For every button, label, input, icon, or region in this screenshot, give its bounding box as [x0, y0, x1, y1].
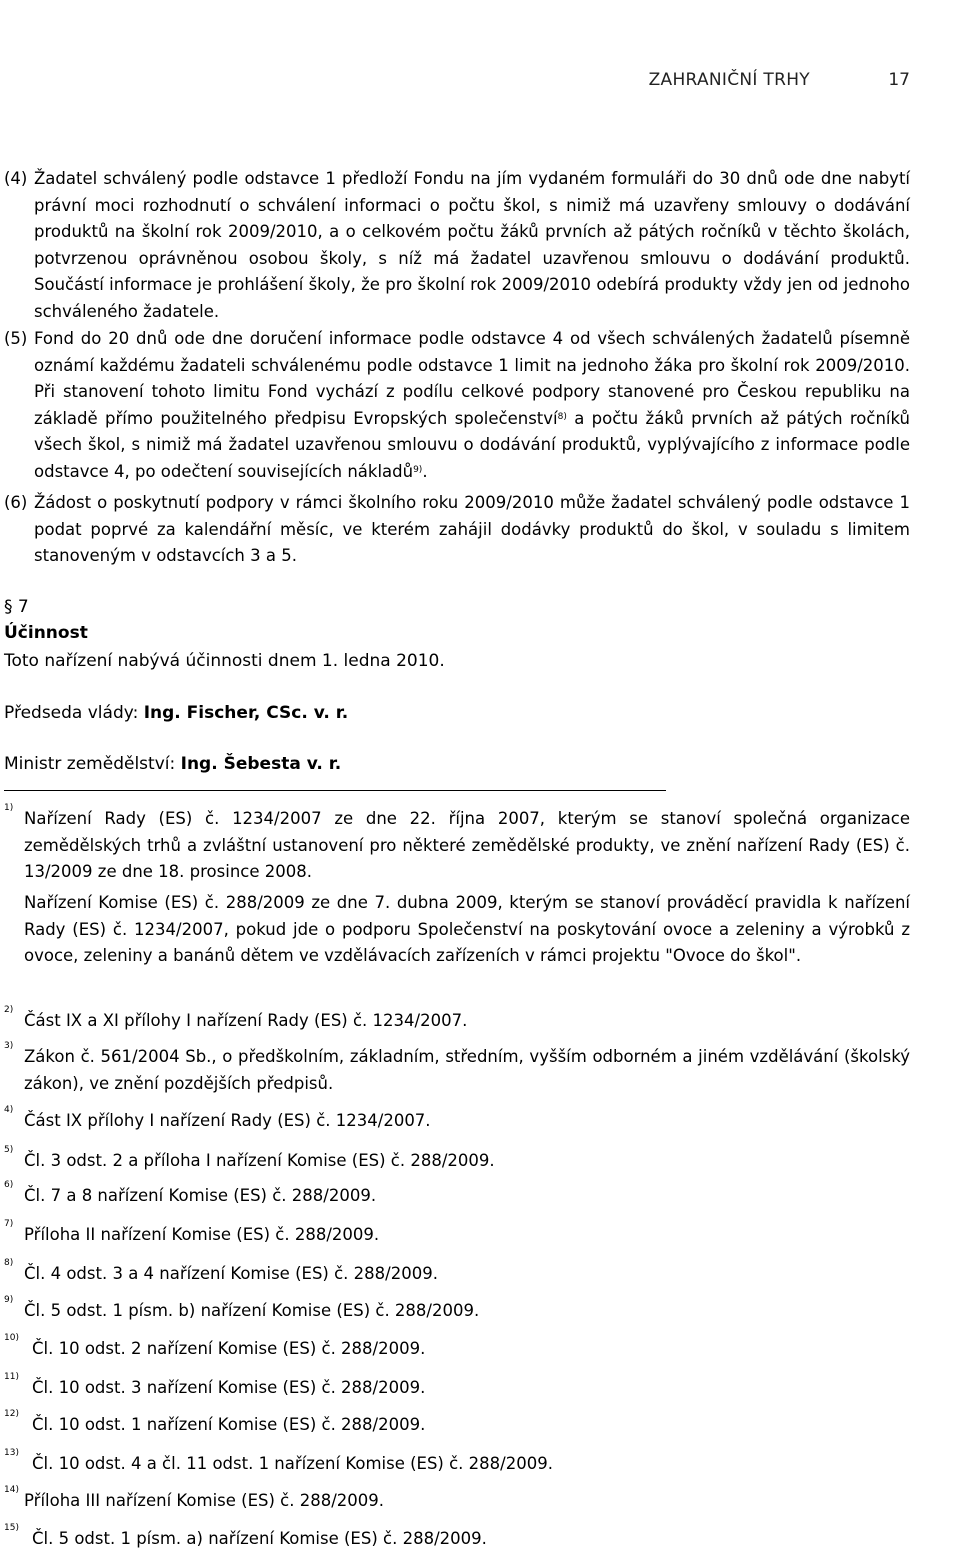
footnote-text: Čl. 10 odst. 1 nařízení Komise (ES) č. 288/2009. — [32, 1415, 426, 1434]
footnote-text: Část IX přílohy I nařízení Rady (ES) č. 1234/2007. — [24, 1111, 431, 1130]
footnote-reference: 9) — [413, 464, 423, 475]
footnote-text: Čl. 5 odst. 1 písm. b) nařízení Komise (ES) č. 288/2009. — [24, 1301, 480, 1320]
paragraph-5 — [4, 326, 910, 485]
paragraph-4 — [4, 166, 910, 325]
paragraph-6 — [4, 490, 910, 570]
footnote-text: Část IX a XI přílohy I nařízení Rady (ES) č. 1234/2007. — [24, 1011, 468, 1030]
footnote — [4, 1448, 910, 1478]
signature-role: Předseda vlády: — [4, 703, 144, 723]
paragraph-text: Žadatel schválený podle odstavce 1 předloží Fondu na jím vydaném formuláři do 30 dnů ode dne nabytí právní moci rozhodnutí o schválení informaci o počtu škol, s nimiž má uzavřeny smlouvy o dodávání produktů na školní rok 2009/2010, a o celkovém počtu žáků prvních až pátých ročníků v těchto školách, potvrzenou oprávněnou osobou školy, s níž má žadatel uzavřenou smlouvu o dodávání produktů. Součástí informace je prohlášení školy, že pro školní rok 2009/2010 odebírá produkty vždy jen od jednoho schváleného žadatele. — [34, 169, 910, 321]
footnote — [4, 1409, 910, 1439]
footnote — [4, 1523, 910, 1553]
footnote-mark: 13) — [4, 1448, 19, 1458]
section-number: § 7 — [4, 597, 29, 617]
footnote-mark: 4) — [4, 1105, 14, 1115]
footnote — [4, 1372, 910, 1402]
footnote — [4, 1258, 910, 1288]
footnote — [4, 1145, 910, 1175]
footnote-text: Zákon č. 561/2004 Sb., o předškolním, základním, středním, vyšším odborném a jiném vzdělávání (školský zákon), ve znění pozdějších předpisů. — [24, 1047, 910, 1093]
signature-line — [4, 751, 341, 777]
signature-name: Ing. Šebesta v. r. — [180, 754, 342, 774]
section-title: Účinnost — [4, 623, 88, 643]
footnote-mark: 2) — [4, 1005, 14, 1015]
running-title: ZAHRANIČNÍ TRHY — [648, 70, 810, 90]
footnote-mark: 1) — [4, 803, 14, 813]
footnote — [4, 1333, 910, 1363]
footnote-mark: 15) — [4, 1523, 19, 1533]
footnote — [4, 1485, 910, 1515]
page-number: 17 — [888, 70, 910, 90]
footnote-text: Čl. 4 odst. 3 a 4 nařízení Komise (ES) č. 288/2009. — [24, 1264, 438, 1283]
page-header — [0, 70, 960, 94]
footnote — [4, 1180, 910, 1210]
paragraph-number: (4) — [4, 169, 28, 188]
footnote-text: Čl. 10 odst. 3 nařízení Komise (ES) č. 288/2009. — [32, 1378, 426, 1397]
signature-name: Ing. Fischer, CSc. v. r. — [143, 703, 349, 723]
footnote-mark: 6) — [4, 1180, 14, 1190]
paragraph-number: (5) — [4, 329, 28, 348]
footnote — [4, 1105, 910, 1135]
footnote-mark: 5) — [4, 1145, 14, 1155]
footnote — [4, 890, 910, 970]
footnote-text: Příloha II nařízení Komise (ES) č. 288/2009. — [24, 1225, 380, 1244]
footnote-mark: 14) — [4, 1485, 19, 1495]
footnote-mark: 10) — [4, 1333, 19, 1343]
footnote-mark: 11) — [4, 1372, 19, 1382]
footnote-text: Nařízení Rady (ES) č. 1234/2007 ze dne 22. října 2007, kterým se stanoví společná organizace zemědělských trhů a zvláštní ustanovení pro některé zemědělské produkty, ve znění nařízení Rady (ES) č. 13/2009 ze dne 18. prosince 2008. — [24, 809, 910, 881]
paragraph-number: (6) — [4, 493, 28, 512]
footnote-text: Čl. 10 odst. 2 nařízení Komise (ES) č. 288/2009. — [32, 1339, 426, 1358]
paragraph-text: Fond do 20 dnů ode dne doručení informace podle odstavce 4 od všech schválených žadatelů písemně oznámí každému žadateli schválenému podle odstavce 1 limit na jednoho žáka pro školní rok 2009/2010. Při stanovení tohoto limitu Fond vychází z podílu celkové podpory stanovené pro Českou republiku na základě přímo použitelného předpisu Evropských společenství$^{8)}$ a počtu žáků prvních až pátých ročníků všech škol, s nimiž má žadatel uzavřenou smlouvu o dodávání produktů, vyplývajícího z informace podle odstavce 4, po odečtení souvisejících nákladů$^{9)}$. — [34, 329, 910, 481]
footnote-mark: 3) — [4, 1041, 14, 1051]
footnote-text: Čl. 7 a 8 nařízení Komise (ES) č. 288/2009. — [24, 1186, 377, 1205]
section-body: Toto nařízení nabývá účinnosti dnem 1. ledna 2010. — [4, 651, 445, 671]
footnote-text: Nařízení Komise (ES) č. 288/2009 ze dne 7. dubna 2009, kterým se stanoví prováděcí pravidla k nařízení Rady (ES) č. 1234/2007, pokud jde o podporu Společenství na poskytování ovoce a zeleniny a výrobků z ovoce, zeleniny a banánů dětem ve vzdělávacích zařízeních v rámci projektu "Ovoce do škol". — [24, 893, 910, 965]
footnote-text: Čl. 10 odst. 4 a čl. 11 odst. 1 nařízení Komise (ES) č. 288/2009. — [32, 1454, 553, 1473]
footnote — [4, 803, 910, 886]
footnote-mark: 9) — [4, 1295, 14, 1305]
footnote — [4, 1219, 910, 1249]
footnote-mark: 7) — [4, 1219, 14, 1229]
footnote — [4, 1005, 910, 1035]
footnote-text: Příloha III nařízení Komise (ES) č. 288/2009. — [24, 1491, 385, 1510]
footnote-mark: 12) — [4, 1409, 19, 1419]
signature-role: Ministr zemědělství: — [4, 754, 181, 774]
footnote-text: Čl. 3 odst. 2 a příloha I nařízení Komise (ES) č. 288/2009. — [24, 1151, 495, 1170]
signature-line — [4, 700, 348, 726]
footnote-separator — [4, 790, 666, 791]
paragraph-text: Žádost o poskytnutí podpory v rámci školního roku 2009/2010 může žadatel schválený podle odstavce 1 podat poprvé za kalendářní měsíc, ve kterém zahájil dodávky produktů do škol, v souladu s limitem stanoveným v odstavcích 3 a 5. — [34, 493, 910, 565]
footnote-mark: 8) — [4, 1258, 14, 1268]
footnote — [4, 1295, 910, 1325]
footnote-reference: 8) — [557, 411, 567, 422]
footnote — [4, 1041, 910, 1097]
footnote-text: Čl. 5 odst. 1 písm. a) nařízení Komise (ES) č. 288/2009. — [32, 1529, 487, 1548]
